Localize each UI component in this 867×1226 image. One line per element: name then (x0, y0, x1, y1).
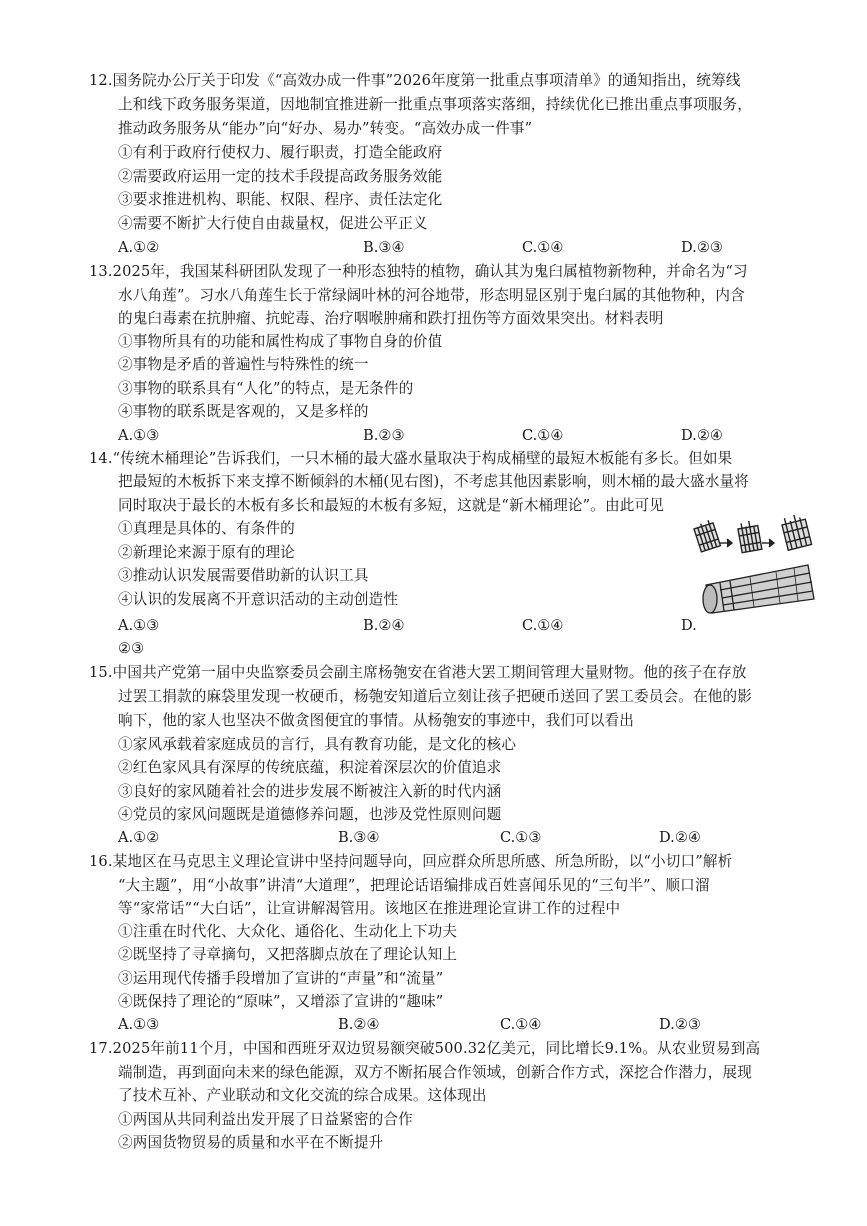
question-13-option-b: B.②③ (363, 427, 405, 444)
question-14-item-3: ③推动认识发展需要借助新的认识工具 (118, 567, 369, 584)
question-16-option-b: B.②④ (338, 1016, 380, 1033)
question-15-option-d: D.②④ (659, 829, 701, 846)
question-14-item-1: ①真理是具体的、有条件的 (118, 520, 295, 537)
question-17-stem-line-1: 17.2025年前11个月，中国和西班牙双边贸易额突破500.32亿美元，同比增长9.1%。从农业贸易到高 (89, 1040, 761, 1057)
question-13-option-a: A.①③ (118, 427, 160, 444)
question-14-option-d: D. (681, 617, 697, 634)
question-13-item-4: ④事物的联系既是客观的，又是多样的 (118, 403, 369, 420)
question-13-stem-line-1: 13.2025年，我国某科研团队发现了一种形态独特的植物，确认其为鬼臼属植物新物种，并命名为“习 (89, 263, 748, 280)
question-16-option-a: A.①③ (118, 1016, 160, 1033)
question-12-item-1: ①有利于政府行使权力、履行职责，打造全能政府 (118, 144, 443, 161)
question-14-option-b: B.②④ (363, 617, 405, 634)
question-17-item-1: ①两国从共同利益出发开展了日益紧密的合作 (118, 1111, 413, 1128)
question-17-stem-line-3: 了技术互补、产业联动和文化交流的综合成果。这体现出 (118, 1087, 487, 1104)
question-15-stem-line-2: 过罢工捐款的麻袋里发现一枚硬币，杨匏安知道后立刻让孩子把硬币送回了罢工委员会。在他的影 (118, 688, 752, 705)
question-16-item-3: ③运用现代传播手段增加了宣讲的“声量”和“流量” (118, 970, 444, 987)
question-12-option-b: B.③④ (363, 239, 405, 256)
question-16-option-d: D.②③ (659, 1016, 701, 1033)
question-16-stem-line-1: 16.某地区在马克思主义理论宣讲中坚持问题导向，回应群众所思所感、所急所盼，以“小切口”解析 (89, 853, 733, 870)
question-16-item-2: ②既坚持了寻章摘句，又把落脚点放在了理论认知上 (118, 946, 458, 963)
question-15-item-4: ④党员的家风问题既是道德修养问题，也涉及党性原则问题 (118, 806, 502, 823)
question-13-option-c: C.①④ (522, 427, 564, 444)
question-17-stem-line-2: 端制造，再到面向未来的绿色能源，双方不断拓展合作领域，创新合作方式，深挖合作潜力，展现 (118, 1064, 752, 1081)
question-12-stem-line-2: 上和线下政务服务渠道，因地制宜推进新一批重点事项落实落细，持续优化已推出重点事项服务， (118, 96, 752, 113)
question-12-item-2: ②需要政府运用一定的技术手段提高政务服务效能 (118, 168, 443, 185)
question-12-stem-line-3: 推动政务服务从“能办”向“好办、易办”转变。“高效办成一件事” (118, 120, 533, 137)
question-12-stem-line-1: 12.国务院办公厅关于印发《“高效办成一件事”2026年度第一批重点事项清单》的通知指出，统筹线 (89, 72, 741, 89)
question-15-item-1: ①家风承载着家庭成员的言行，具有教育功能，是文化的核心 (118, 736, 517, 753)
question-13-stem-line-3: 的鬼臼毒素在抗肿瘤、抗蛇毒、治疗咽喉肿痛和跌打扭伤等方面效果突出。材料表明 (118, 310, 664, 327)
question-15-option-b: B.③④ (338, 829, 380, 846)
question-14-option-c: C.①④ (522, 617, 564, 634)
question-14-option-a: A.①③ (118, 617, 160, 634)
question-14-stem-line-3: 同时取决于最长的木板有多长和最短的木板有多短，这就是“新木桶理论”。由此可见 (118, 497, 664, 514)
question-12-item-3: ③要求推进机构、职能、权限、程序、责任法定化 (118, 191, 443, 208)
question-14-item-4: ④认识的发展离不开意识活动的主动创造性 (118, 591, 399, 608)
question-15-stem-line-3: 响下，他的家人也坚决不做贪图便宜的事情。从杨匏安的事迹中，我们可以看出 (118, 712, 635, 729)
question-14-option-d-continued: ②③ (118, 640, 145, 657)
question-14-stem-line-2: 把最短的木板拆下来支撑不断倾斜的木桶(见右图)，不考虑其他因素影响，则木桶的最大盛水量将 (118, 473, 749, 490)
wooden-bucket-illustration-icon (690, 515, 820, 615)
question-16-item-1: ①注重在时代化、大众化、通俗化、生动化上下功夫 (118, 923, 458, 940)
question-16-stem-line-3: 等“家常话”“大白话”，让宣讲解渴管用。该地区在推进理论宣讲工作的过程中 (118, 900, 621, 917)
question-16-stem-line-2: “大主题”，用“小故事”讲清“大道理”，把理论话语编排成百姓喜闻乐见的“三句半”、顺口溜 (118, 877, 710, 894)
question-13-stem-line-2: 水八角莲”。习水八角莲生长于常绿阔叶林的河谷地带，形态明显区别于鬼臼属的其他物种，内含 (118, 287, 745, 304)
question-15-option-a: A.①② (118, 829, 160, 846)
question-15-item-2: ②红色家风具有深厚的传统底蕴，积淀着深层次的价值追求 (118, 759, 502, 776)
question-12-option-c: C.①④ (522, 239, 564, 256)
question-13-item-1: ①事物所具有的功能和属性构成了事物自身的价值 (118, 333, 443, 350)
question-14-item-2: ②新理论来源于原有的理论 (118, 544, 295, 561)
question-17-item-2: ②两国货物贸易的质量和水平在不断提升 (118, 1134, 384, 1151)
question-12-option-d: D.②③ (681, 239, 723, 256)
question-13-item-2: ②事物是矛盾的普遍性与特殊性的统一 (118, 356, 369, 373)
question-13-item-3: ③事物的联系具有“人化”的特点，是无条件的 (118, 380, 414, 397)
question-12-item-4: ④需要不断扩大行使自由裁量权，促进公平正义 (118, 215, 428, 232)
question-14-stem-line-1: 14.“传统木桶理论”告诉我们，一只木桶的最大盛水量取决于构成桶壁的最短木板能有多长。但如果 (89, 450, 733, 467)
question-15-stem-line-1: 15.中国共产党第一届中央监察委员会副主席杨匏安在省港大罢工期间管理大量财物。他的孩子在存放 (89, 664, 747, 681)
question-15-item-3: ③良好的家风随着社会的进步发展不断被注入新的时代内涵 (118, 783, 502, 800)
question-15-option-c: C.①③ (500, 829, 542, 846)
question-13-option-d: D.②④ (681, 427, 723, 444)
question-16-item-4: ④既保持了理论的“原味”，又增添了宣讲的“趣味” (118, 993, 444, 1010)
question-16-option-c: C.①④ (500, 1016, 542, 1033)
question-12-option-a: A.①② (118, 239, 160, 256)
